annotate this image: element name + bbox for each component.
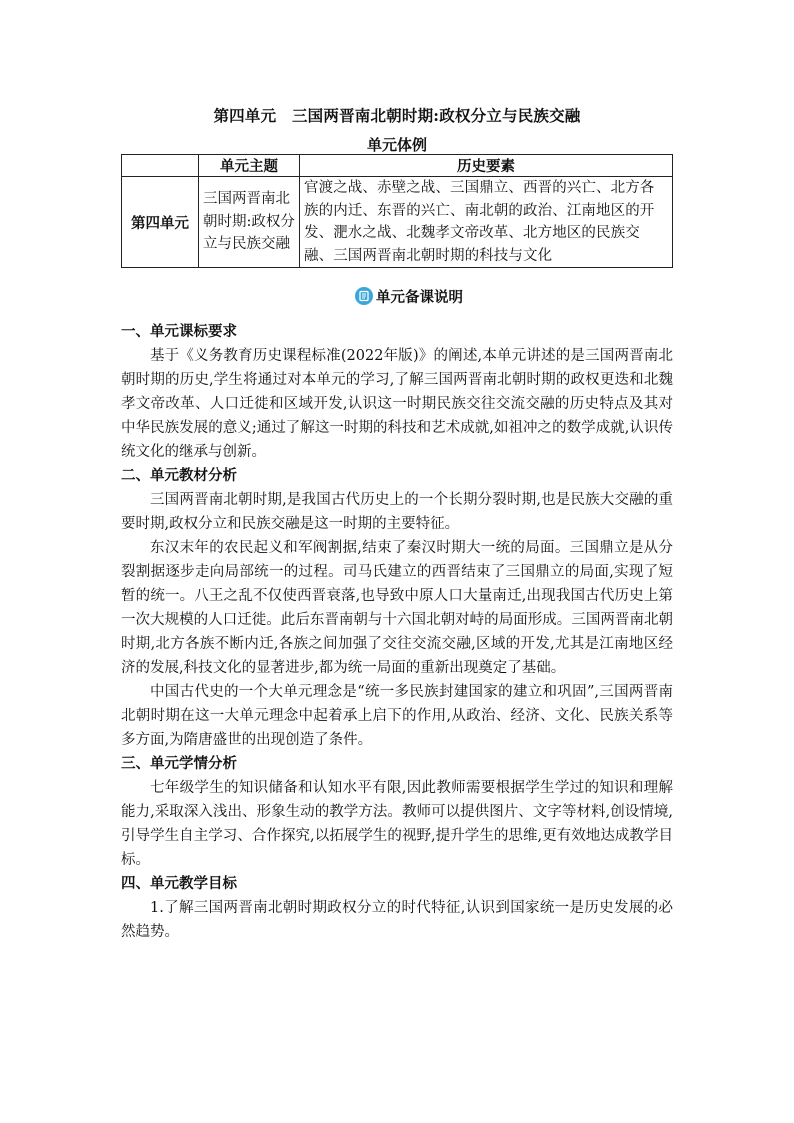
- section-standards: [121, 320, 673, 464]
- unit-cell: 第四单元: [122, 177, 199, 268]
- table-caption: 单元体例: [366, 136, 427, 154]
- elements-cell: 官渡之战、赤壁之战、三国鼎立、西晋的兴亡、北方各族的内迁、东晋的兴亡、南北朝的政治、江南地区的开发、淝水之战、北魏孝文帝改革、北方地区的民族交融、三国两晋南北朝时期的科技与文化: [300, 177, 673, 268]
- paragraph: 三国两晋南北朝时期,是我国古代历史上的一个长期分裂时期,也是民族大交融的重要时期,政权分立和民族交融是这一时期的主要特征。: [121, 492, 673, 532]
- section-banner: [355, 286, 463, 306]
- section-teaching-goals: [121, 872, 673, 944]
- table-header-cell: 单元主题: [199, 155, 300, 177]
- table-header-row: [122, 155, 673, 177]
- table-header-cell: 历史要素: [300, 155, 673, 177]
- theme-cell: 三国两晋南北朝时期:政权分立与民族交融: [199, 177, 300, 268]
- paragraph: 1.了解三国两晋南北朝时期政权分立的时代特征,认识到国家统一是历史发展的必然趋势。: [121, 900, 673, 940]
- section-heading: 四、单元教学目标: [121, 875, 237, 892]
- table-row: [122, 177, 673, 268]
- paragraph: 东汉末年的农民起义和军阀割据,结束了秦汉时期大一统的局面。三国鼎立是从分裂割据逐步走向局部统一的过程。司马氏建立的西晋结束了三国鼎立的局面,实现了短暂的统一。八王之乱不仅使西晋衰落,也导致中原人口大量南迁,出现我国古代历史上第一次大规模的人口迁徙。此后东晋南朝与十六国北朝对峙的局面形成。三国两晋南北朝时期,北方各族不断内迁,各族之间加强了交往交流交融,区域的开发,尤其是江南地区经济的发展,科技文化的显著进步,都为统一局面的重新出现奠定了基础。: [121, 540, 673, 676]
- section-heading: 一、单元课标要求: [121, 323, 237, 340]
- section-textbook-analysis: [121, 464, 673, 752]
- section-learner-analysis: [121, 752, 673, 872]
- paragraph: 中国古代史的一个大单元理念是“统一多民族封建国家的建立和巩固”,三国两晋南北朝时期在这一大单元理念中起着承上启下的作用,从政治、经济、文化、民族关系等多方面,为隋唐盛世的出现创造了条件。: [121, 684, 673, 748]
- section-title: 单元备课说明: [376, 288, 463, 306]
- document-title: 第四单元 三国两晋南北朝时期:政权分立与民族交融: [213, 106, 581, 125]
- table-header-cell: [122, 155, 199, 177]
- section-heading: 二、单元教材分析: [121, 467, 237, 484]
- section-heading: 三、单元学情分析: [121, 755, 237, 772]
- paragraph: 基于《义务教育历史课程标准(2022年版)》的阐述,本单元讲述的是三国两晋南北朝时期的历史,学生将通过对本单元的学习,了解三国两晋南北朝时期的政权更迭和北魏孝文帝改革、人口迁徙和区域开发,认识这一时期民族交往交流交融的历史特点及其对中华民族发展的意义;通过了解这一时期的科技和艺术成就,如祖冲之的数学成就,认识传统文化的继承与创新。: [121, 348, 673, 460]
- paragraph: 七年级学生的知识储备和认知水平有限,因此教师需要根据学生学过的知识和理解能力,采取深入浅出、形象生动的教学方法。教师可以提供图片、文字等材料,创设情境,引导学生自主学习、合作探究,以拓展学生的视野,提升学生的思维,更有效地达成教学目标。: [121, 780, 673, 868]
- document-body: [121, 320, 673, 944]
- unit-structure-table: [121, 154, 673, 268]
- book-badge-icon: [355, 287, 373, 305]
